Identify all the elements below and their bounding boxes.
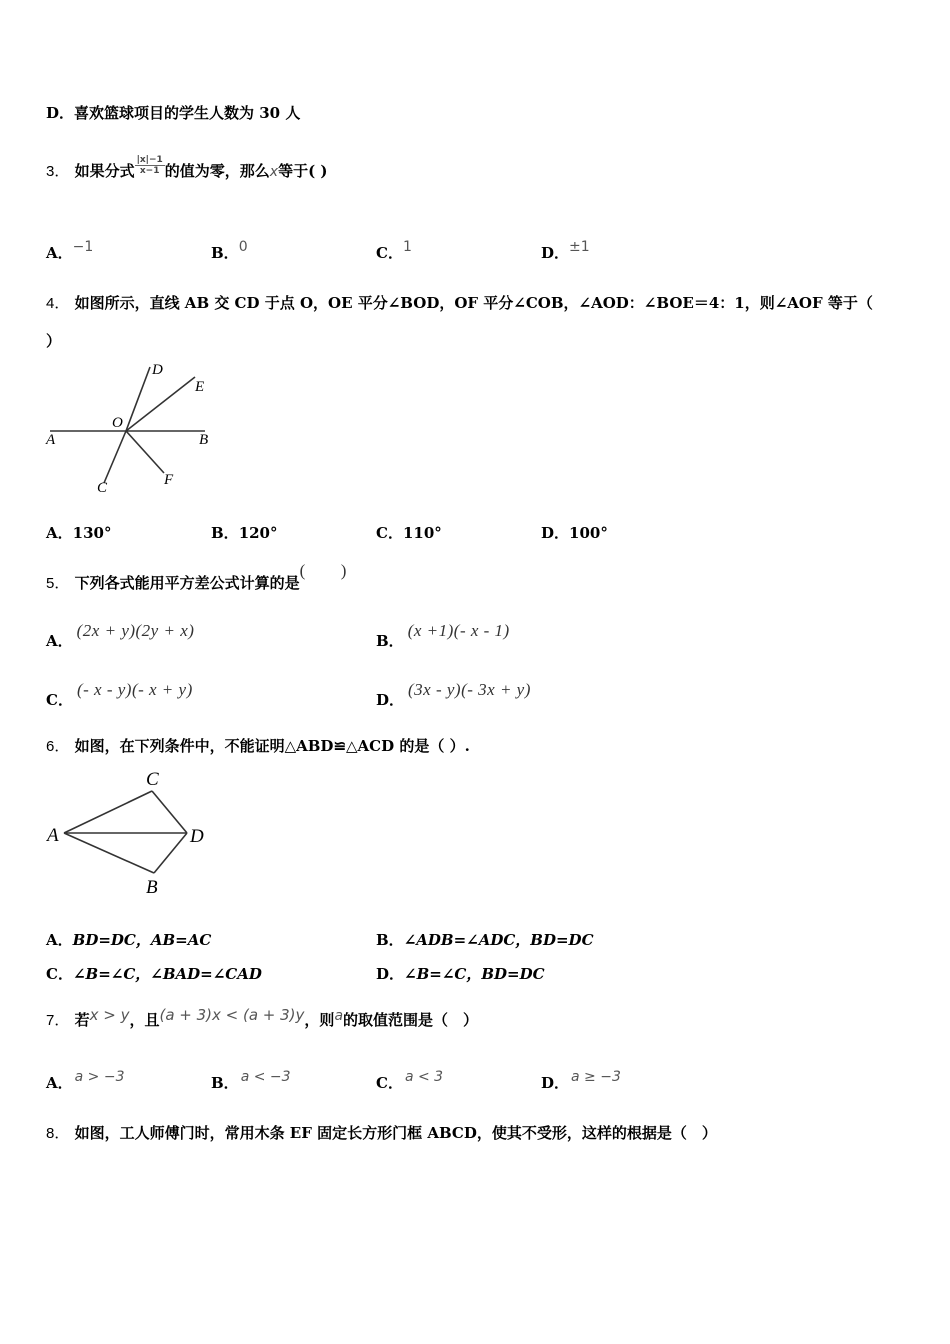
question-8-stem bbox=[46, 1122, 717, 1143]
question-number: 3． bbox=[46, 163, 70, 180]
variable: x bbox=[269, 164, 279, 180]
q7-option-a bbox=[46, 1069, 125, 1093]
option-label: D． bbox=[46, 104, 75, 122]
q6-option-c bbox=[46, 963, 262, 984]
option-value: BD=DC，AB=AC bbox=[72, 931, 212, 949]
option-label: A． bbox=[46, 1074, 73, 1092]
option-label: A． bbox=[46, 632, 73, 650]
option-value: 100° bbox=[569, 524, 608, 542]
q4-option-d bbox=[541, 522, 608, 543]
q3-option-b bbox=[211, 239, 248, 263]
option-value: 120° bbox=[238, 524, 278, 542]
question-number: 8． bbox=[46, 1125, 70, 1142]
question-number: 7． bbox=[46, 1012, 70, 1029]
label-b: B bbox=[199, 432, 209, 448]
option-value: (2x + y)(2y + x) bbox=[76, 621, 195, 640]
option-value: ∠B=∠C，BD=DC bbox=[404, 965, 545, 983]
fraction-numerator: |x|−1 bbox=[136, 154, 163, 165]
q5-option-c bbox=[46, 680, 193, 710]
q4-option-b bbox=[211, 522, 278, 543]
fraction-expression bbox=[135, 155, 165, 176]
option-value: ±1 bbox=[569, 239, 590, 255]
option-text: 喜欢篮球项目的学生人数为 30 人 bbox=[74, 104, 301, 122]
segment-ac bbox=[64, 791, 152, 833]
option-value: a > −3 bbox=[74, 1069, 125, 1085]
label-f: F bbox=[164, 472, 174, 488]
option-value: 130° bbox=[72, 524, 112, 542]
question-4-stem bbox=[46, 292, 873, 313]
q5-option-d bbox=[376, 680, 531, 710]
q6-option-b bbox=[376, 929, 594, 950]
label-c: C bbox=[146, 769, 159, 790]
option-label: D． bbox=[376, 965, 405, 983]
stem-text-post: 等于( ) bbox=[278, 162, 328, 180]
question-6-stem bbox=[46, 735, 470, 756]
label-b: B bbox=[146, 877, 158, 898]
stem-text-pre: 如果分式 bbox=[74, 162, 135, 180]
q2-option-d bbox=[46, 102, 300, 123]
stem-text: 如图，工人师傅门时，常用木条 EF 固定长方形门框 ABCD，使其不受形，这样的根据是（ ） bbox=[74, 1124, 717, 1142]
option-label: D． bbox=[541, 244, 570, 262]
label-d: D bbox=[190, 826, 204, 847]
stem-text: 如图，在下列条件中，不能证明△ABD≌△ACD 的是（ ）. bbox=[74, 737, 470, 755]
option-label: A． bbox=[46, 524, 73, 542]
question-5-stem bbox=[46, 561, 347, 593]
ray-oc bbox=[104, 431, 126, 483]
option-label: C． bbox=[376, 524, 403, 542]
question-number: 4． bbox=[46, 295, 70, 312]
stem-text: 下列各式能用平方差公式计算的是 bbox=[74, 574, 300, 592]
option-label: C． bbox=[376, 1074, 403, 1092]
q6-figure bbox=[44, 765, 219, 900]
question-number: 5． bbox=[46, 575, 70, 592]
variable: a bbox=[334, 1008, 344, 1024]
q3-option-d bbox=[541, 239, 590, 263]
q7-option-d bbox=[541, 1069, 621, 1093]
q7-option-c bbox=[376, 1069, 444, 1093]
question-4-stem-cont: ） bbox=[46, 332, 62, 350]
option-label: D． bbox=[376, 691, 405, 709]
label-a: A bbox=[46, 432, 56, 448]
label-a: A bbox=[47, 825, 59, 846]
label-c: C bbox=[97, 480, 108, 496]
q3-option-a bbox=[46, 239, 94, 263]
option-value: ∠B=∠C，∠BAD=∠CAD bbox=[72, 965, 262, 983]
condition-1: x > y bbox=[89, 1006, 130, 1024]
option-value: (x +1)(- x - 1) bbox=[407, 621, 510, 640]
stem-text: 如图所示，直线 AB 交 CD 于点 O，OE 平分∠BOD，OF 平分∠COB，∠AOD：∠BOE＝4：1，则∠AOF 等于（ bbox=[74, 294, 873, 312]
option-value: ∠ADB=∠ADC，BD=DC bbox=[403, 931, 594, 949]
segment-ab bbox=[64, 833, 154, 873]
option-label: C． bbox=[46, 691, 73, 709]
label-e: E bbox=[195, 379, 205, 395]
fraction-denominator: x−1 bbox=[139, 165, 160, 176]
option-value: 1 bbox=[402, 239, 412, 255]
q3-option-c bbox=[376, 239, 412, 263]
stem-text-mid2: ，则 bbox=[304, 1011, 335, 1029]
stem-text-post: 的取值范围是（ ） bbox=[343, 1011, 479, 1029]
stem-text-pre: 若 bbox=[74, 1011, 90, 1029]
label-d: D bbox=[152, 362, 163, 378]
q7-option-b bbox=[211, 1069, 291, 1093]
option-label: A． bbox=[46, 931, 73, 949]
option-value: 110° bbox=[402, 524, 442, 542]
label-o: O bbox=[112, 415, 123, 431]
option-value: a < 3 bbox=[404, 1069, 444, 1085]
option-label: D． bbox=[541, 524, 570, 542]
stem-text-mid1: ，且 bbox=[129, 1011, 160, 1029]
option-value: (- x - y)(- x + y) bbox=[76, 680, 193, 699]
option-label: B． bbox=[211, 244, 239, 262]
q5-option-b bbox=[376, 621, 510, 651]
q4-option-c bbox=[376, 522, 442, 543]
option-label: B． bbox=[376, 632, 404, 650]
option-label: D． bbox=[541, 1074, 570, 1092]
answer-paren: ( ) bbox=[299, 561, 347, 580]
q6-option-d bbox=[376, 963, 545, 984]
q4-option-a bbox=[46, 522, 111, 543]
q5-option-a bbox=[46, 621, 195, 651]
option-label: B． bbox=[211, 1074, 239, 1092]
stem-text-mid: 的值为零，那么 bbox=[164, 162, 270, 180]
option-value: 0 bbox=[238, 239, 248, 255]
option-label: C． bbox=[46, 965, 73, 983]
ray-of bbox=[126, 431, 164, 473]
option-label: A． bbox=[46, 244, 73, 262]
option-label: B． bbox=[211, 524, 239, 542]
question-3-stem bbox=[46, 154, 328, 181]
segment-bd bbox=[154, 833, 187, 873]
condition-2: (a + 3)x < (a + 3)y bbox=[159, 1006, 305, 1024]
question-number: 6． bbox=[46, 738, 70, 755]
option-label: B． bbox=[376, 931, 404, 949]
option-value: a ≥ −3 bbox=[571, 1069, 621, 1085]
option-value: a < −3 bbox=[240, 1069, 291, 1085]
segment-cd bbox=[152, 791, 187, 833]
q6-option-a bbox=[46, 929, 211, 950]
option-value: −1 bbox=[72, 239, 94, 255]
option-label: C． bbox=[376, 244, 403, 262]
option-value: (3x - y)(- 3x + y) bbox=[408, 680, 531, 699]
question-7-stem bbox=[46, 1006, 479, 1030]
q4-figure bbox=[40, 355, 220, 500]
